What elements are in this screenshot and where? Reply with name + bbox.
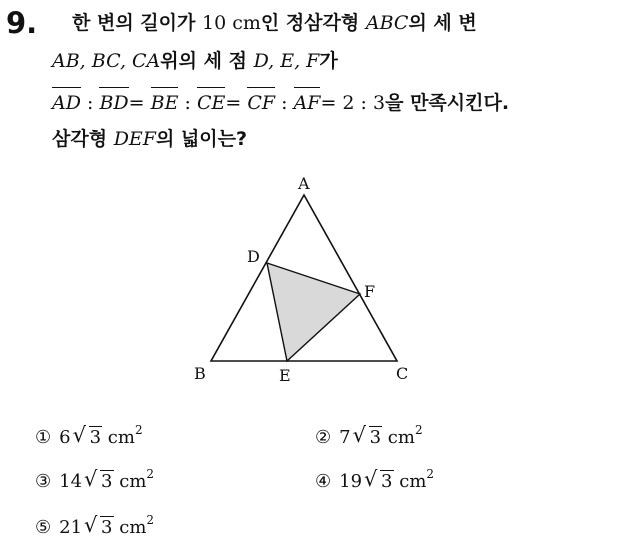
sqrt bbox=[84, 514, 113, 542]
choice-coefficient: 6 bbox=[59, 427, 71, 448]
unit: cm bbox=[119, 471, 147, 492]
text: 의 세 변 bbox=[408, 12, 477, 34]
radical-sign-icon: √ bbox=[72, 423, 86, 447]
choice-4[interactable] bbox=[315, 460, 434, 496]
choice-marker: ④ bbox=[315, 471, 332, 492]
radical-sign-icon: √ bbox=[364, 467, 378, 491]
point-names: D, E, F bbox=[253, 50, 320, 72]
ratio-sep: : bbox=[178, 92, 197, 114]
unit: cm bbox=[119, 517, 147, 538]
radicand: 3 bbox=[101, 471, 113, 492]
triangle-name: ABC bbox=[365, 12, 409, 34]
choice-marker: ⑤ bbox=[35, 517, 52, 538]
radical-sign-icon: √ bbox=[84, 467, 98, 491]
choice-marker: ③ bbox=[35, 471, 52, 492]
radicand: 3 bbox=[381, 471, 393, 492]
unit: cm bbox=[387, 427, 415, 448]
triangle-name: DEF bbox=[113, 128, 156, 150]
sqrt bbox=[84, 468, 113, 496]
label-a: A bbox=[298, 174, 310, 193]
text: 가 bbox=[319, 50, 338, 72]
shaded-triangle-def bbox=[267, 263, 360, 361]
choice-coefficient: 21 bbox=[59, 517, 83, 538]
label-f: F bbox=[364, 282, 376, 301]
radical-sign-icon: √ bbox=[84, 513, 98, 537]
choice-marker: ① bbox=[35, 427, 52, 448]
choice-coefficient: 7 bbox=[339, 427, 351, 448]
label-c: C bbox=[396, 364, 409, 383]
segment-cf: CF bbox=[247, 86, 275, 118]
sqrt bbox=[73, 424, 102, 452]
choice-coefficient: 19 bbox=[339, 471, 363, 492]
text: 위의 세 점 bbox=[160, 50, 247, 72]
label-e: E bbox=[279, 366, 291, 385]
text: 삼각형 bbox=[52, 128, 108, 150]
side-names: AB, BC, CA bbox=[52, 50, 161, 72]
sqrt bbox=[353, 424, 382, 452]
label-d: D bbox=[247, 247, 260, 266]
exponent: 2 bbox=[134, 423, 143, 437]
unit: cm bbox=[107, 427, 135, 448]
sqrt bbox=[364, 468, 393, 496]
label-b: B bbox=[194, 364, 206, 383]
question-number: 9. bbox=[6, 6, 38, 40]
side-length: 10 cm bbox=[201, 12, 261, 34]
exponent: 2 bbox=[146, 513, 155, 527]
radicand: 3 bbox=[101, 517, 113, 538]
text: 의 넓이는? bbox=[155, 128, 248, 150]
exponent: 2 bbox=[414, 423, 423, 437]
text: 인 정삼각형 bbox=[260, 12, 360, 34]
segment-bd: BD bbox=[99, 86, 128, 118]
radicand: 3 bbox=[369, 427, 382, 448]
ratio-eq: = bbox=[225, 92, 248, 114]
choice-coefficient: 14 bbox=[59, 471, 83, 492]
choice-5[interactable] bbox=[35, 506, 154, 542]
ratio-sep: : bbox=[275, 92, 294, 114]
choice-2[interactable] bbox=[315, 416, 423, 452]
ratio-value: = 2 : 3 bbox=[320, 92, 386, 114]
choice-1[interactable] bbox=[35, 416, 143, 452]
text: 을 만족시킨다. bbox=[385, 92, 510, 114]
ratio-sep: : bbox=[80, 92, 100, 114]
segment-be: BE bbox=[151, 86, 179, 118]
segment-ce: CE bbox=[197, 86, 225, 118]
exponent: 2 bbox=[146, 467, 155, 481]
exponent: 2 bbox=[426, 467, 435, 481]
unit: cm bbox=[399, 471, 427, 492]
segment-ad: AD bbox=[52, 86, 81, 118]
radicand: 3 bbox=[89, 427, 102, 448]
segment-af: AF bbox=[294, 86, 321, 118]
choice-marker: ② bbox=[315, 427, 332, 448]
choice-3[interactable] bbox=[35, 460, 154, 496]
ratio-eq: = bbox=[128, 92, 151, 114]
radical-sign-icon: √ bbox=[352, 423, 366, 447]
text: 한 변의 길이가 bbox=[72, 12, 196, 34]
